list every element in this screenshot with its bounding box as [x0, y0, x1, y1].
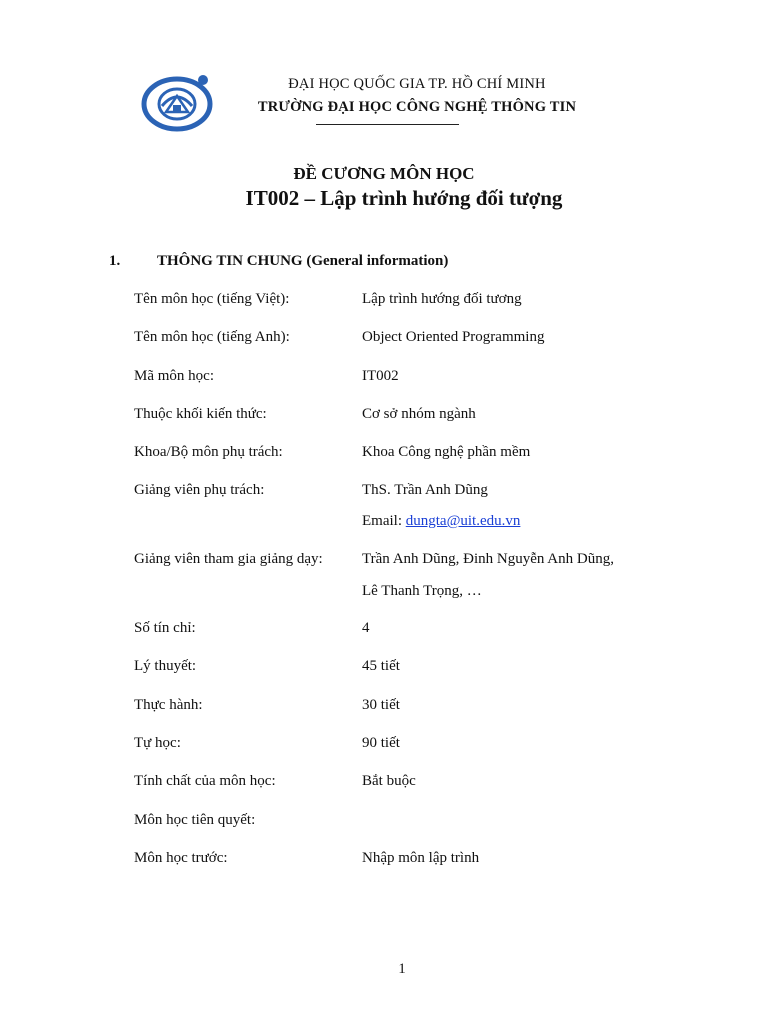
row-value: 30 tiết	[362, 697, 400, 713]
document-title: ĐỀ CƯƠNG MÔN HỌC	[293, 164, 475, 183]
page-number: 1	[398, 961, 406, 977]
email-label: Email:	[362, 513, 406, 529]
university-name: ĐẠI HỌC QUỐC GIA TP. HỒ CHÍ MINH	[288, 76, 546, 92]
course-title: IT002 – Lập trình hướng đối tượng	[245, 186, 563, 210]
uit-logo-icon	[140, 70, 214, 134]
row-label: Mã môn học:	[134, 368, 214, 384]
row-value: Trần Anh Dũng, Đinh Nguyễn Anh Dũng,	[362, 551, 614, 567]
row-label: Môn học trước:	[134, 850, 228, 866]
header-divider	[316, 124, 459, 125]
row-value: 4	[362, 620, 370, 636]
row-label: Giảng viên phụ trách:	[134, 482, 265, 498]
email-line	[362, 513, 520, 530]
row-value: 45 tiết	[362, 658, 400, 674]
row-value: Lập trình hướng đối tương	[362, 291, 522, 307]
row-value: Cơ sở nhóm ngành	[362, 406, 476, 422]
row-value: Khoa Công nghệ phần mềm	[362, 444, 531, 460]
row-label: Giảng viên tham gia giảng dạy:	[134, 551, 323, 567]
row-value: Nhập môn lập trình	[362, 850, 480, 866]
row-label: Tính chất của môn học:	[134, 773, 276, 789]
row-label: Thuộc khối kiến thức:	[134, 406, 267, 422]
row-value: IT002	[362, 368, 399, 384]
email-link[interactable]: dungta@uit.edu.vn	[405, 513, 521, 529]
row-value: 90 tiết	[362, 735, 400, 751]
row-label: Số tín chỉ:	[134, 620, 196, 636]
row-label: Môn học tiên quyết:	[134, 812, 256, 828]
row-value: Bắt buộc	[362, 773, 416, 789]
row-label: Thực hành:	[134, 697, 203, 713]
row-label: Tự học:	[134, 735, 181, 751]
row-label: Tên môn học (tiếng Anh):	[134, 329, 290, 345]
school-name: TRƯỜNG ĐẠI HỌC CÔNG NGHỆ THÔNG TIN	[257, 99, 577, 115]
section-title: THÔNG TIN CHUNG (General information)	[157, 253, 449, 269]
row-value: ThS. Trần Anh Dũng	[362, 482, 488, 498]
row-label: Lý thuyết:	[134, 658, 197, 674]
row-value: Object Oriented Programming	[362, 329, 545, 345]
row-value-continued: Lê Thanh Trọng, …	[362, 583, 482, 599]
row-label: Tên môn học (tiếng Việt):	[134, 291, 290, 307]
row-label: Khoa/Bộ môn phụ trách:	[134, 444, 283, 460]
section-number: 1.	[109, 253, 121, 269]
